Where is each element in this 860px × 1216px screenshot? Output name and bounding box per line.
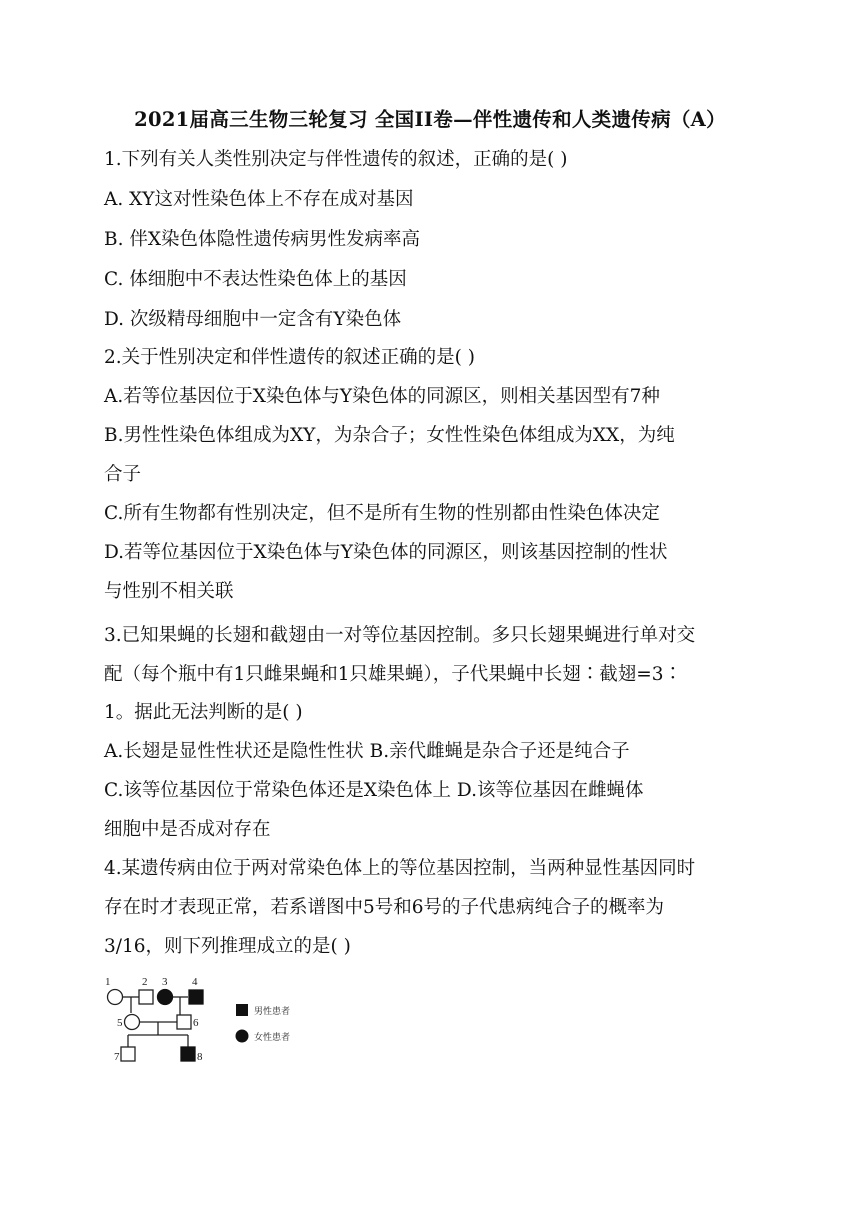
question-3-stem-cont: 配（每个瓶中有1只雌果蝇和1只雄果蝇），子代果蝇中长翅∶截翅=3∶ — [104, 664, 683, 685]
individual-5-female-normal — [125, 1015, 140, 1030]
label-4: 4 — [192, 976, 198, 988]
individual-4-male-affected — [189, 990, 203, 1004]
label-7: 7 — [114, 1051, 120, 1063]
question-1-option-a: A. XY这对性染色体上不存在成对基因 — [104, 189, 414, 210]
question-1-stem: 1.下列有关人类性别决定与伴性遗传的叙述，正确的是( ) — [104, 149, 568, 170]
question-3-options-cd: C.该等位基因位于常染色体还是X染色体上 D.该等位基因在雌蝇体 — [104, 780, 644, 801]
label-6: 6 — [193, 1017, 199, 1029]
individual-7-male-normal — [121, 1047, 135, 1061]
legend-male-affected-label: 男性患者 — [254, 1007, 291, 1017]
question-1-option-d: D. 次级精母细胞中一定含有Y染色体 — [104, 309, 402, 330]
question-2-stem: 2.关于性别决定和伴性遗传的叙述正确的是( ) — [104, 347, 475, 368]
question-2-option-d: D.若等位基因位于X染色体与Y染色体的同源区，则该基因控制的性状 — [104, 542, 668, 563]
legend-female-affected-symbol — [236, 1030, 249, 1043]
question-2-option-b-cont: 合子 — [104, 464, 142, 485]
question-1-option-b: B. 伴X染色体隐性遗传病男性发病率高 — [104, 229, 421, 250]
question-3-options-ab: A.长翅是显性性状还是隐性性状 B.亲代雌蝇是杂合子还是纯合子 — [104, 741, 630, 762]
question-3-stem-end: 1。据此无法判断的是( ) — [104, 702, 303, 723]
question-2-option-d-cont: 与性别不相关联 — [104, 581, 234, 602]
label-2: 2 — [142, 976, 148, 988]
label-8: 8 — [197, 1051, 203, 1063]
individual-1-female-normal — [108, 990, 123, 1005]
page-title: 2021届高三生物三轮复习 全国II卷—伴性遗传和人类遗传病（A） — [134, 108, 726, 131]
individual-6-male-normal — [177, 1015, 191, 1029]
question-2-option-b: B.男性性染色体组成为XY，为杂合子；女性性染色体组成为XX，为纯 — [104, 425, 675, 446]
question-2-option-a: A.若等位基因位于X染色体与Y染色体的同源区，则相关基因型有7种 — [104, 386, 660, 407]
question-3-stem: 3.已知果蝇的长翅和截翅由一对等位基因控制。多只长翅果蝇进行单对交 — [104, 625, 696, 646]
question-4-stem-cont: 存在时才表现正常，若系谱图中5号和6号的子代患病纯合子的概率为 — [104, 897, 665, 918]
label-5: 5 — [117, 1017, 123, 1029]
pedigree-chart — [104, 970, 304, 1070]
question-2-option-c: C.所有生物都有性别决定，但不是所有生物的性别都由性染色体决定 — [104, 503, 660, 524]
label-3: 3 — [162, 976, 168, 988]
question-4-stem: 4.某遗传病由位于两对常染色体上的等位基因控制，当两种显性基因同时 — [104, 858, 696, 879]
individual-8-male-affected — [181, 1047, 195, 1061]
legend-female-affected-label: 女性患者 — [254, 1033, 291, 1043]
individual-3-female-affected — [158, 990, 173, 1005]
legend-male-affected-symbol — [236, 1004, 248, 1016]
question-3-option-d-cont: 细胞中是否成对存在 — [104, 819, 271, 840]
question-1-option-c: C. 体细胞中不表达性染色体上的基因 — [104, 269, 407, 290]
individual-2-male-normal — [139, 990, 153, 1004]
question-4-stem-end: 3/16，则下列推理成立的是( ) — [104, 936, 351, 957]
label-1: 1 — [105, 976, 111, 988]
